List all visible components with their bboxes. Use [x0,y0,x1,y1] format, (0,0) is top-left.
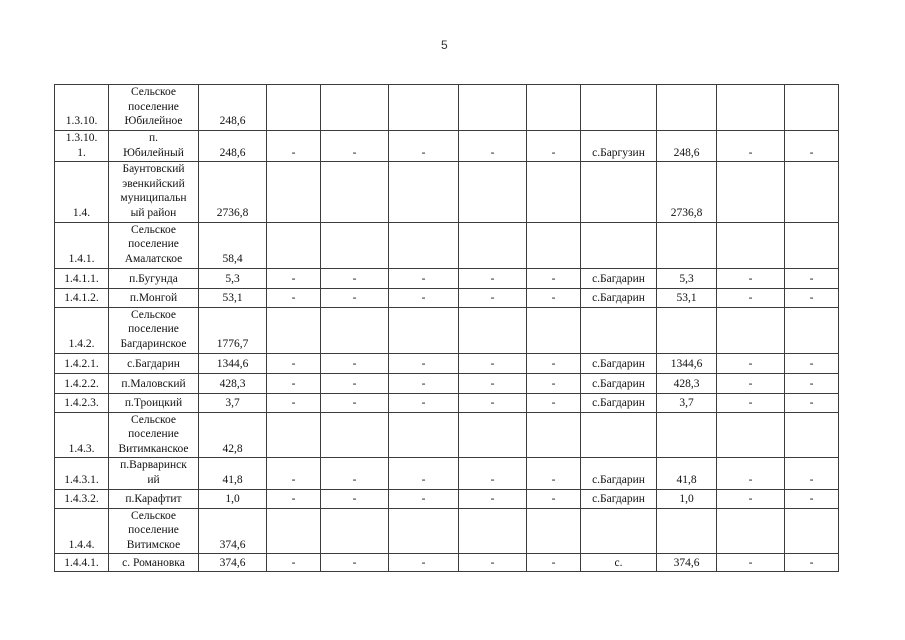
center-name-cell: с.Багдарин [581,268,657,288]
col6-cell: - [389,268,459,288]
col7-cell [459,222,527,268]
item-number-cell: 1.4.2.2. [55,373,109,393]
col5-cell [321,85,389,131]
col4-cell: - [267,353,321,373]
col11-cell: - [717,458,785,489]
territory-name-cell: Сельское поселение Багдаринское [109,307,199,353]
total-value-cell: 5,3 [199,268,267,288]
col5-cell: - [321,489,389,508]
col6-cell: - [389,131,459,162]
col11-cell: - [717,268,785,288]
total-value-cell: 42,8 [199,412,267,458]
col5-cell: - [321,373,389,393]
center-value-cell: 2736,8 [657,162,717,222]
center-name-cell: с.Багдарин [581,288,657,307]
col7-cell: - [459,131,527,162]
item-number-cell: 1.4.2.3. [55,393,109,412]
center-value-cell: 1,0 [657,489,717,508]
territory-name-cell: Сельское поселение Юбилейное [109,85,199,131]
total-value-cell: 428,3 [199,373,267,393]
center-value-cell: 3,7 [657,393,717,412]
table-row [55,307,839,353]
col5-cell [321,307,389,353]
col4-cell: - [267,458,321,489]
col8-cell: - [527,393,581,412]
territory-name-cell: с.Багдарин [109,353,199,373]
col12-cell: - [785,288,839,307]
table-row [55,222,839,268]
col12-cell: - [785,268,839,288]
total-value-cell: 53,1 [199,288,267,307]
item-number-cell: 1.4.1.2. [55,288,109,307]
col5-cell: - [321,288,389,307]
col5-cell: - [321,393,389,412]
territory-name-cell: п.Монгой [109,288,199,307]
table-row [55,554,839,572]
territory-name-cell: п.Маловский [109,373,199,393]
col6-cell [389,412,459,458]
col7-cell [459,162,527,222]
table-row [55,412,839,458]
center-name-cell [581,412,657,458]
col12-cell: - [785,393,839,412]
total-value-cell: 58,4 [199,222,267,268]
total-value-cell: 2736,8 [199,162,267,222]
col11-cell [717,508,785,554]
center-name-cell: с.Баргузин [581,131,657,162]
col8-cell [527,307,581,353]
center-value-cell [657,508,717,554]
territory-name-cell: п. Юбилейный [109,131,199,162]
col8-cell: - [527,131,581,162]
col7-cell [459,508,527,554]
col12-cell: - [785,373,839,393]
col7-cell: - [459,268,527,288]
col11-cell: - [717,393,785,412]
table-row [55,288,839,307]
total-value-cell: 3,7 [199,393,267,412]
col11-cell [717,162,785,222]
col11-cell [717,412,785,458]
col11-cell: - [717,554,785,572]
col6-cell [389,307,459,353]
col4-cell [267,222,321,268]
total-value-cell: 41,8 [199,458,267,489]
col11-cell: - [717,288,785,307]
center-name-cell [581,307,657,353]
col4-cell: - [267,489,321,508]
col5-cell: - [321,554,389,572]
item-number-cell: 1.3.10. [55,85,109,131]
col11-cell [717,307,785,353]
col4-cell: - [267,373,321,393]
col8-cell: - [527,288,581,307]
col8-cell [527,412,581,458]
col5-cell: - [321,353,389,373]
center-value-cell: 53,1 [657,288,717,307]
col6-cell: - [389,458,459,489]
col8-cell [527,162,581,222]
col8-cell: - [527,489,581,508]
table-body [55,85,839,572]
col8-cell: - [527,373,581,393]
col6-cell: - [389,393,459,412]
territory-name-cell: Сельское поселение Витимское [109,508,199,554]
col4-cell [267,307,321,353]
col7-cell [459,307,527,353]
page-number: 5 [441,38,448,52]
territory-name-cell: п.Карафтит [109,489,199,508]
item-number-cell: 1.4.3.1. [55,458,109,489]
col5-cell [321,508,389,554]
col7-cell: - [459,353,527,373]
col5-cell [321,222,389,268]
col7-cell [459,412,527,458]
col6-cell [389,222,459,268]
center-value-cell [657,222,717,268]
territory-name-cell: Сельское поселение Амалатское [109,222,199,268]
territory-name-cell: Сельское поселение Витимканское [109,412,199,458]
col7-cell: - [459,373,527,393]
table-row [55,373,839,393]
settlements-table [54,84,839,572]
center-name-cell: с.Багдарин [581,458,657,489]
center-name-cell [581,85,657,131]
col11-cell: - [717,353,785,373]
total-value-cell: 1344,6 [199,353,267,373]
center-value-cell: 5,3 [657,268,717,288]
col7-cell: - [459,393,527,412]
col5-cell: - [321,268,389,288]
center-value-cell [657,412,717,458]
table-row [55,489,839,508]
col6-cell: - [389,489,459,508]
col5-cell [321,162,389,222]
center-name-cell [581,162,657,222]
col12-cell: - [785,554,839,572]
col4-cell: - [267,268,321,288]
center-name-cell: с.Багдарин [581,393,657,412]
center-value-cell [657,307,717,353]
center-name-cell: с.Багдарин [581,353,657,373]
total-value-cell: 248,6 [199,85,267,131]
item-number-cell: 1.4.3. [55,412,109,458]
col11-cell [717,222,785,268]
table-row [55,131,839,162]
center-name-cell: с.Багдарин [581,489,657,508]
col12-cell [785,222,839,268]
item-number-cell: 1.3.10. 1. [55,131,109,162]
center-value-cell: 248,6 [657,131,717,162]
col12-cell [785,162,839,222]
col12-cell: - [785,458,839,489]
center-value-cell [657,85,717,131]
total-value-cell: 374,6 [199,554,267,572]
col12-cell: - [785,131,839,162]
item-number-cell: 1.4.4. [55,508,109,554]
col8-cell: - [527,554,581,572]
col4-cell [267,162,321,222]
center-value-cell: 428,3 [657,373,717,393]
table-row [55,85,839,131]
territory-name-cell: п.Варваринск ий [109,458,199,489]
center-value-cell: 41,8 [657,458,717,489]
col6-cell [389,162,459,222]
col12-cell [785,412,839,458]
col8-cell: - [527,268,581,288]
col6-cell: - [389,288,459,307]
col12-cell: - [785,353,839,373]
col7-cell: - [459,288,527,307]
col4-cell [267,85,321,131]
item-number-cell: 1.4.1.1. [55,268,109,288]
item-number-cell: 1.4.4.1. [55,554,109,572]
col8-cell: - [527,353,581,373]
col5-cell [321,412,389,458]
item-number-cell: 1.4.1. [55,222,109,268]
total-value-cell: 1776,7 [199,307,267,353]
col8-cell [527,222,581,268]
col6-cell: - [389,373,459,393]
col4-cell [267,412,321,458]
center-value-cell: 374,6 [657,554,717,572]
total-value-cell: 248,6 [199,131,267,162]
col4-cell: - [267,554,321,572]
item-number-cell: 1.4.3.2. [55,489,109,508]
col11-cell [717,85,785,131]
col6-cell: - [389,353,459,373]
col12-cell [785,85,839,131]
total-value-cell: 1,0 [199,489,267,508]
table-row [55,162,839,222]
col5-cell: - [321,131,389,162]
col8-cell [527,85,581,131]
col11-cell: - [717,489,785,508]
col7-cell: - [459,489,527,508]
col6-cell [389,85,459,131]
col5-cell: - [321,458,389,489]
center-name-cell [581,508,657,554]
table-row [55,353,839,373]
col6-cell [389,508,459,554]
col11-cell: - [717,131,785,162]
col7-cell: - [459,554,527,572]
center-value-cell: 1344,6 [657,353,717,373]
territory-name-cell: п.Троицкий [109,393,199,412]
col4-cell [267,508,321,554]
center-name-cell [581,222,657,268]
table-row [55,268,839,288]
col8-cell [527,508,581,554]
col4-cell: - [267,131,321,162]
center-name-cell: с. [581,554,657,572]
territory-name-cell: п.Бугунда [109,268,199,288]
table-row [55,458,839,489]
table-row [55,508,839,554]
col4-cell: - [267,288,321,307]
table-row [55,393,839,412]
center-name-cell: с.Багдарин [581,373,657,393]
item-number-cell: 1.4.2. [55,307,109,353]
col7-cell: - [459,458,527,489]
territory-name-cell: Баунтовский эвенкийский муниципальн ый район [109,162,199,222]
item-number-cell: 1.4. [55,162,109,222]
total-value-cell: 374,6 [199,508,267,554]
col12-cell: - [785,489,839,508]
col11-cell: - [717,373,785,393]
item-number-cell: 1.4.2.1. [55,353,109,373]
territory-name-cell: с. Романовка [109,554,199,572]
col12-cell [785,508,839,554]
col4-cell: - [267,393,321,412]
col8-cell: - [527,458,581,489]
col6-cell: - [389,554,459,572]
col7-cell [459,85,527,131]
col12-cell [785,307,839,353]
